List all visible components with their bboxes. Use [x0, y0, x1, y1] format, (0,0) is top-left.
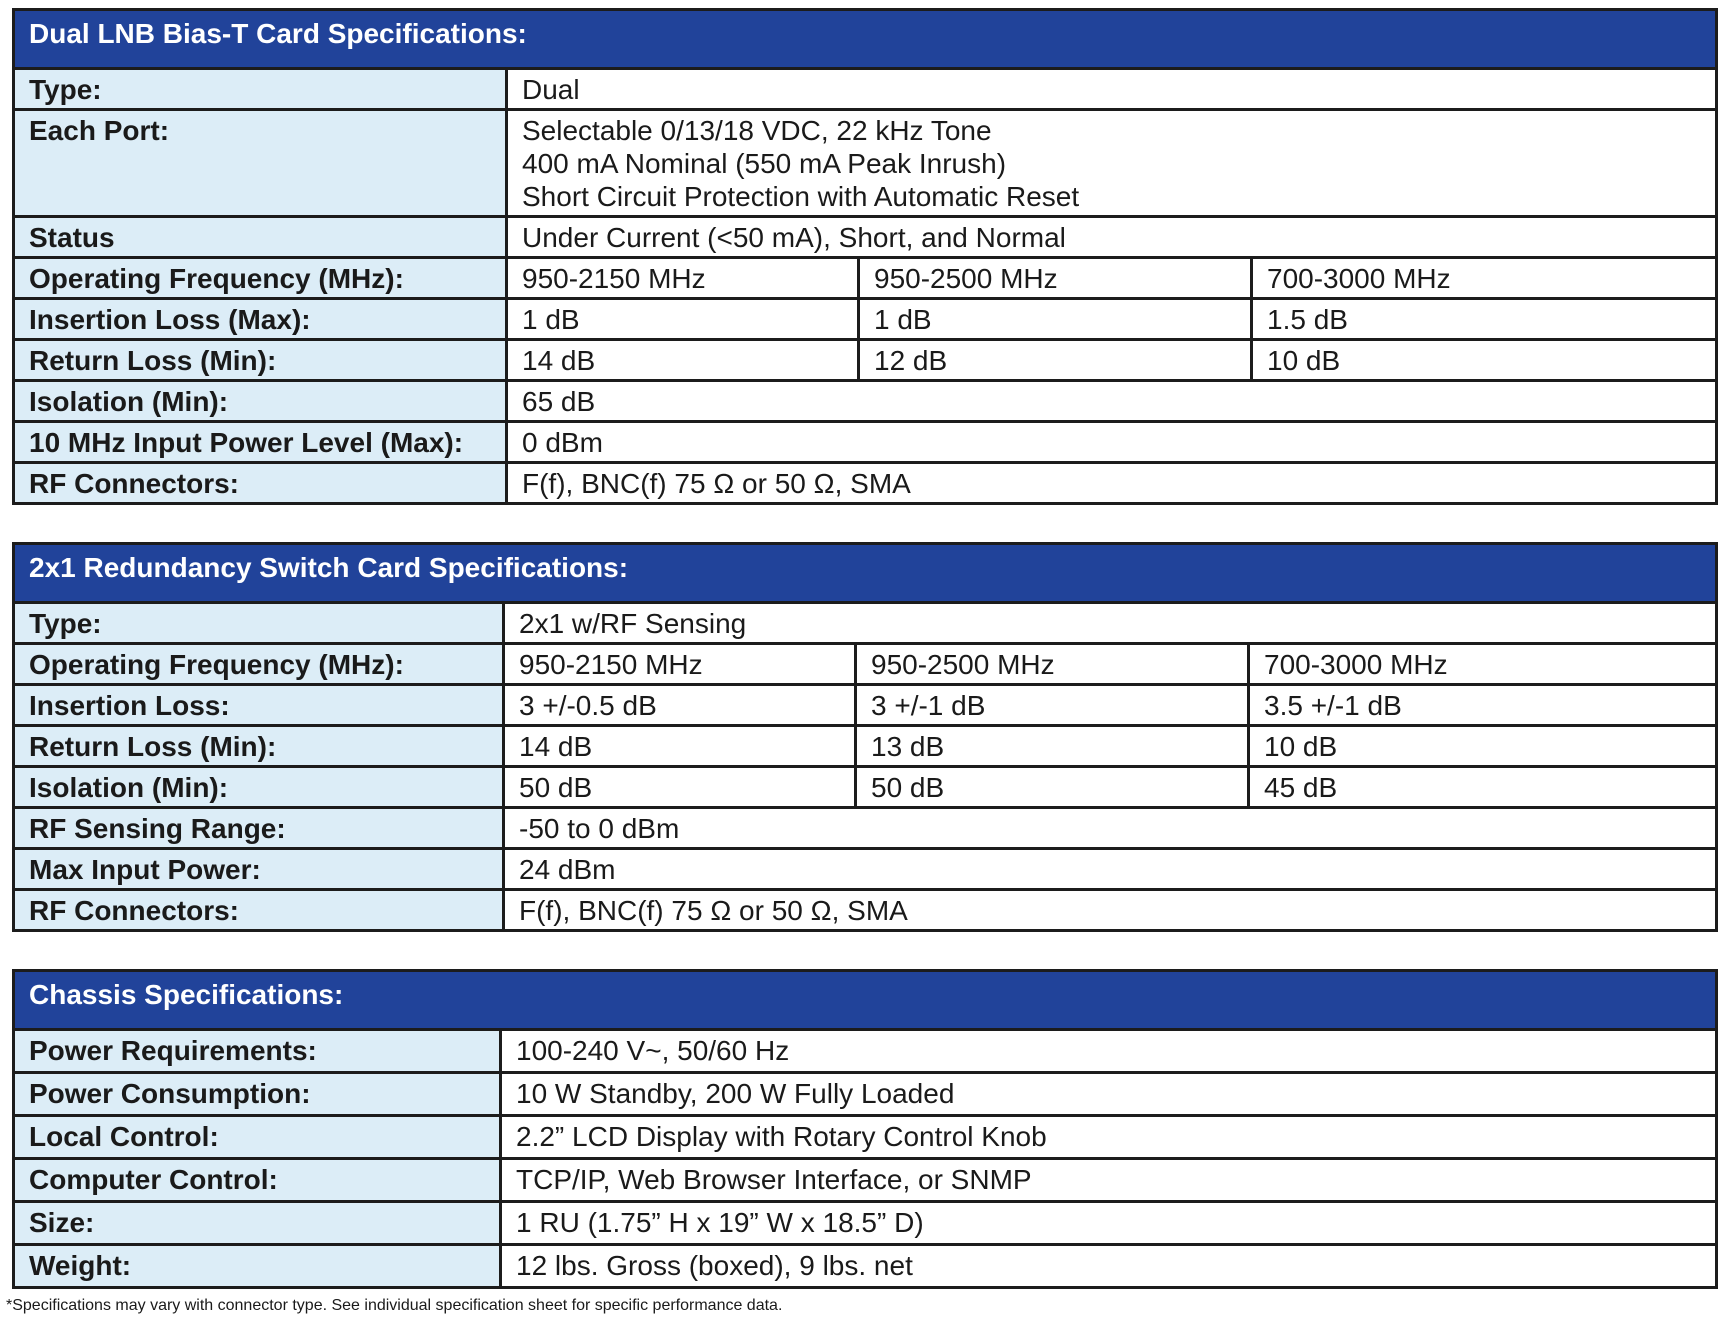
switch-spec-table	[12, 542, 1718, 932]
table-row	[14, 258, 1717, 299]
power-consumption-label: Power Consumption:	[14, 1073, 501, 1116]
return-loss-value: 12 dB	[859, 340, 1252, 381]
type-label: Type:	[14, 69, 507, 110]
footnote: *Specifications may vary with connector type. See individual specification sheet for specific performance data.	[6, 1297, 783, 1314]
insertion-loss-label: Insertion Loss (Max):	[14, 299, 507, 340]
computer-control-value: TCP/IP, Web Browser Interface, or SNMP	[501, 1159, 1717, 1202]
each-port-label: Each Port:	[14, 110, 507, 217]
size-value: 1 RU (1.75” H x 19” W x 18.5” D)	[501, 1202, 1717, 1245]
table-row	[14, 422, 1717, 463]
isolation-value: 50 dB	[504, 767, 856, 808]
op-freq-label: Operating Frequency (MHz):	[14, 644, 504, 685]
insertion-loss-value: 3.5 +/-1 dB	[1249, 685, 1717, 726]
return-loss-value: 10 dB	[1252, 340, 1717, 381]
switch-table-title: 2x1 Redundancy Switch Card Specifications:	[14, 544, 1717, 603]
table-row	[14, 299, 1717, 340]
status-label: Status	[14, 217, 507, 258]
return-loss-label: Return Loss (Min):	[14, 340, 507, 381]
table-row	[14, 463, 1717, 504]
power-consumption-value: 10 W Standby, 200 W Fully Loaded	[501, 1073, 1717, 1116]
rf-sensing-value: -50 to 0 dBm	[504, 808, 1717, 849]
table-row	[14, 1159, 1717, 1202]
chassis-spec-table	[12, 969, 1718, 1289]
table-row	[14, 1073, 1717, 1116]
table-row	[14, 890, 1717, 931]
return-loss-value: 10 dB	[1249, 726, 1717, 767]
input-power-label: 10 MHz Input Power Level (Max):	[14, 422, 507, 463]
isolation-value: 65 dB	[507, 381, 1717, 422]
weight-label: Weight:	[14, 1245, 501, 1288]
each-port-line: Selectable 0/13/18 VDC, 22 kHz Tone	[522, 115, 992, 146]
local-control-label: Local Control:	[14, 1116, 501, 1159]
table-row	[14, 1030, 1717, 1073]
rf-connectors-label: RF Connectors:	[14, 890, 504, 931]
power-requirements-value: 100-240 V~, 50/60 Hz	[501, 1030, 1717, 1073]
return-loss-value: 14 dB	[504, 726, 856, 767]
table-row	[14, 340, 1717, 381]
return-loss-value: 14 dB	[507, 340, 859, 381]
max-input-value: 24 dBm	[504, 849, 1717, 890]
table-row	[14, 849, 1717, 890]
table-row	[14, 644, 1717, 685]
return-loss-label: Return Loss (Min):	[14, 726, 504, 767]
op-freq-value: 700-3000 MHz	[1249, 644, 1717, 685]
op-freq-label: Operating Frequency (MHz):	[14, 258, 507, 299]
chassis-table-title: Chassis Specifications:	[14, 971, 1717, 1030]
table-row	[14, 1202, 1717, 1245]
table-row	[14, 1116, 1717, 1159]
local-control-value: 2.2” LCD Display with Rotary Control Knob	[501, 1116, 1717, 1159]
weight-value: 12 lbs. Gross (boxed), 9 lbs. net	[501, 1245, 1717, 1288]
op-freq-value: 950-2150 MHz	[507, 258, 859, 299]
isolation-label: Isolation (Min):	[14, 767, 504, 808]
rf-sensing-label: RF Sensing Range:	[14, 808, 504, 849]
table-row	[14, 685, 1717, 726]
op-freq-value: 950-2150 MHz	[504, 644, 856, 685]
table-row	[14, 381, 1717, 422]
type-value: Dual	[507, 69, 1717, 110]
op-freq-value: 950-2500 MHz	[859, 258, 1252, 299]
input-power-value: 0 dBm	[507, 422, 1717, 463]
insertion-loss-value: 1.5 dB	[1252, 299, 1717, 340]
computer-control-label: Computer Control:	[14, 1159, 501, 1202]
isolation-value: 45 dB	[1249, 767, 1717, 808]
type-value: 2x1 w/RF Sensing	[504, 603, 1717, 644]
each-port-line: Short Circuit Protection with Automatic Reset	[522, 181, 1080, 212]
table-row	[14, 767, 1717, 808]
return-loss-value: 13 dB	[856, 726, 1249, 767]
insertion-loss-value: 3 +/-1 dB	[856, 685, 1249, 726]
rf-connectors-label: RF Connectors:	[14, 463, 507, 504]
bias-t-table-title: Dual LNB Bias-T Card Specifications:	[14, 10, 1717, 69]
op-freq-value: 950-2500 MHz	[856, 644, 1249, 685]
rf-connectors-value: F(f), BNC(f) 75 Ω or 50 Ω, SMA	[507, 463, 1717, 504]
rf-connectors-value: F(f), BNC(f) 75 Ω or 50 Ω, SMA	[504, 890, 1717, 931]
table-row	[14, 603, 1717, 644]
each-port-line: 400 mA Nominal (550 mA Peak Inrush)	[522, 148, 1007, 179]
each-port-value	[507, 110, 1717, 217]
table-row	[14, 110, 1717, 217]
insertion-loss-value: 1 dB	[859, 299, 1252, 340]
isolation-label: Isolation (Min):	[14, 381, 507, 422]
table-row	[14, 69, 1717, 110]
isolation-value: 50 dB	[856, 767, 1249, 808]
insertion-loss-value: 3 +/-0.5 dB	[504, 685, 856, 726]
power-requirements-label: Power Requirements:	[14, 1030, 501, 1073]
op-freq-value: 700-3000 MHz	[1252, 258, 1717, 299]
insertion-loss-label: Insertion Loss:	[14, 685, 504, 726]
size-label: Size:	[14, 1202, 501, 1245]
status-value: Under Current (<50 mA), Short, and Normal	[507, 217, 1717, 258]
table-row	[14, 1245, 1717, 1288]
max-input-label: Max Input Power:	[14, 849, 504, 890]
table-row	[14, 808, 1717, 849]
insertion-loss-value: 1 dB	[507, 299, 859, 340]
table-row	[14, 217, 1717, 258]
table-row	[14, 726, 1717, 767]
type-label: Type:	[14, 603, 504, 644]
bias-t-spec-table	[12, 8, 1718, 505]
